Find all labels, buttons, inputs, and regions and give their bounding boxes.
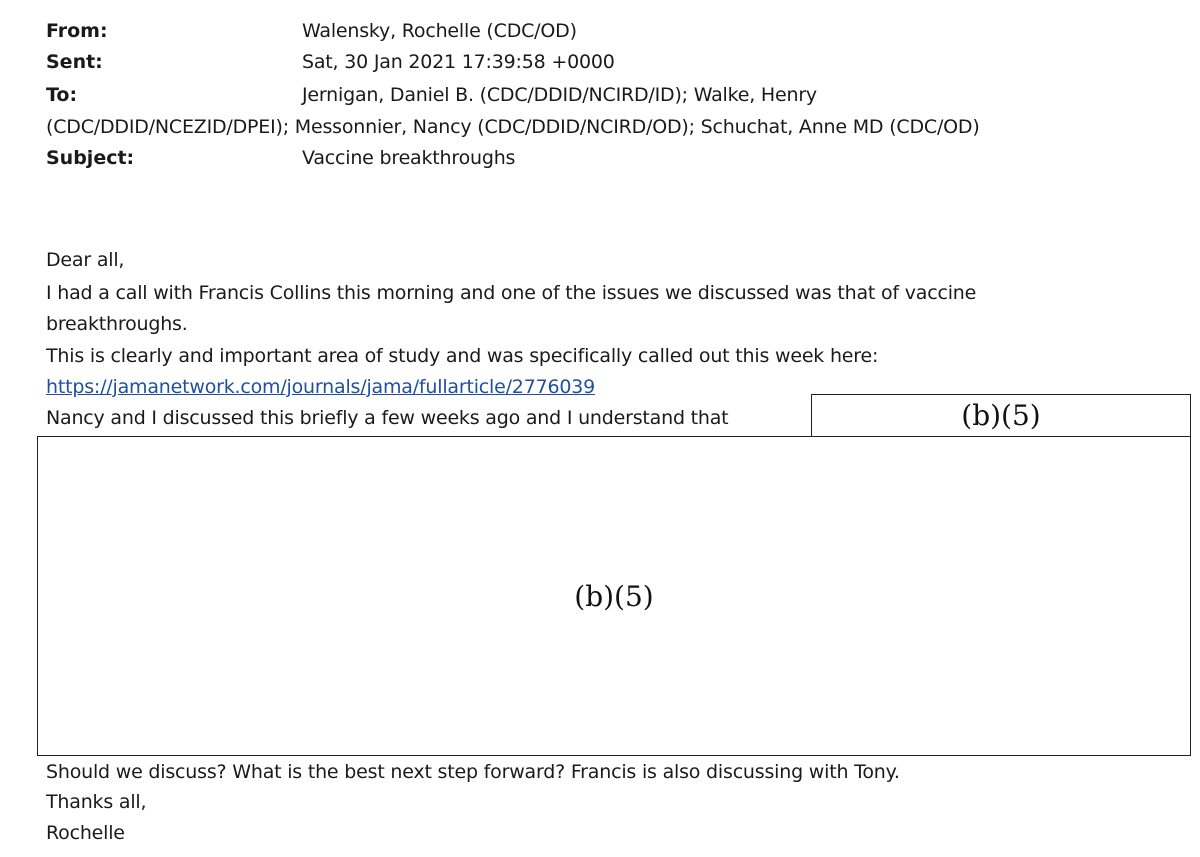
sent-value: Sat, 30 Jan 2021 17:39:58 +0000 [302, 51, 615, 73]
inline-redaction-box [811, 394, 1191, 437]
to-value-line1: Jernigan, Daniel B. (CDC/DDID/NCIRD/ID); Walke, Henry [302, 84, 817, 106]
subject-value: Vaccine breakthroughs [302, 147, 516, 169]
block-redaction-label: (b)(5) [574, 579, 654, 613]
from-value: Walensky, Rochelle (CDC/OD) [302, 20, 577, 42]
body-line-4: Nancy and I discussed this briefly a few weeks ago and I understand that [46, 407, 729, 429]
to-value-line2: (CDC/DDID/NCEZID/DPEI); Messonnier, Nancy (CDC/DDID/NCIRD/OD); Schuchat, Anne MD (CDC/OD) [46, 116, 980, 138]
inline-redaction-label: (b)(5) [961, 399, 1041, 432]
from-label: From: [46, 20, 108, 42]
jama-article-link[interactable]: https://jamanetwork.com/journals/jama/fullarticle/2776039 [46, 376, 596, 398]
body-line-3: This is clearly and important area of study and was specifically called out this week here: [46, 345, 879, 367]
to-label: To: [46, 84, 78, 106]
greeting: Dear all, [46, 249, 125, 271]
body-line-2: breakthroughs. [46, 313, 188, 335]
closing: Thanks all, [46, 791, 147, 813]
signature: Rochelle [46, 822, 125, 844]
sent-label: Sent: [46, 51, 103, 73]
body-line-1: I had a call with Francis Collins this morning and one of the issues we discussed was that of vaccine [46, 282, 977, 304]
block-redaction-box [37, 436, 1191, 756]
subject-label: Subject: [46, 147, 135, 169]
body-line-5: Should we discuss? What is the best next step forward? Francis is also discussing with Tony. [46, 761, 900, 783]
